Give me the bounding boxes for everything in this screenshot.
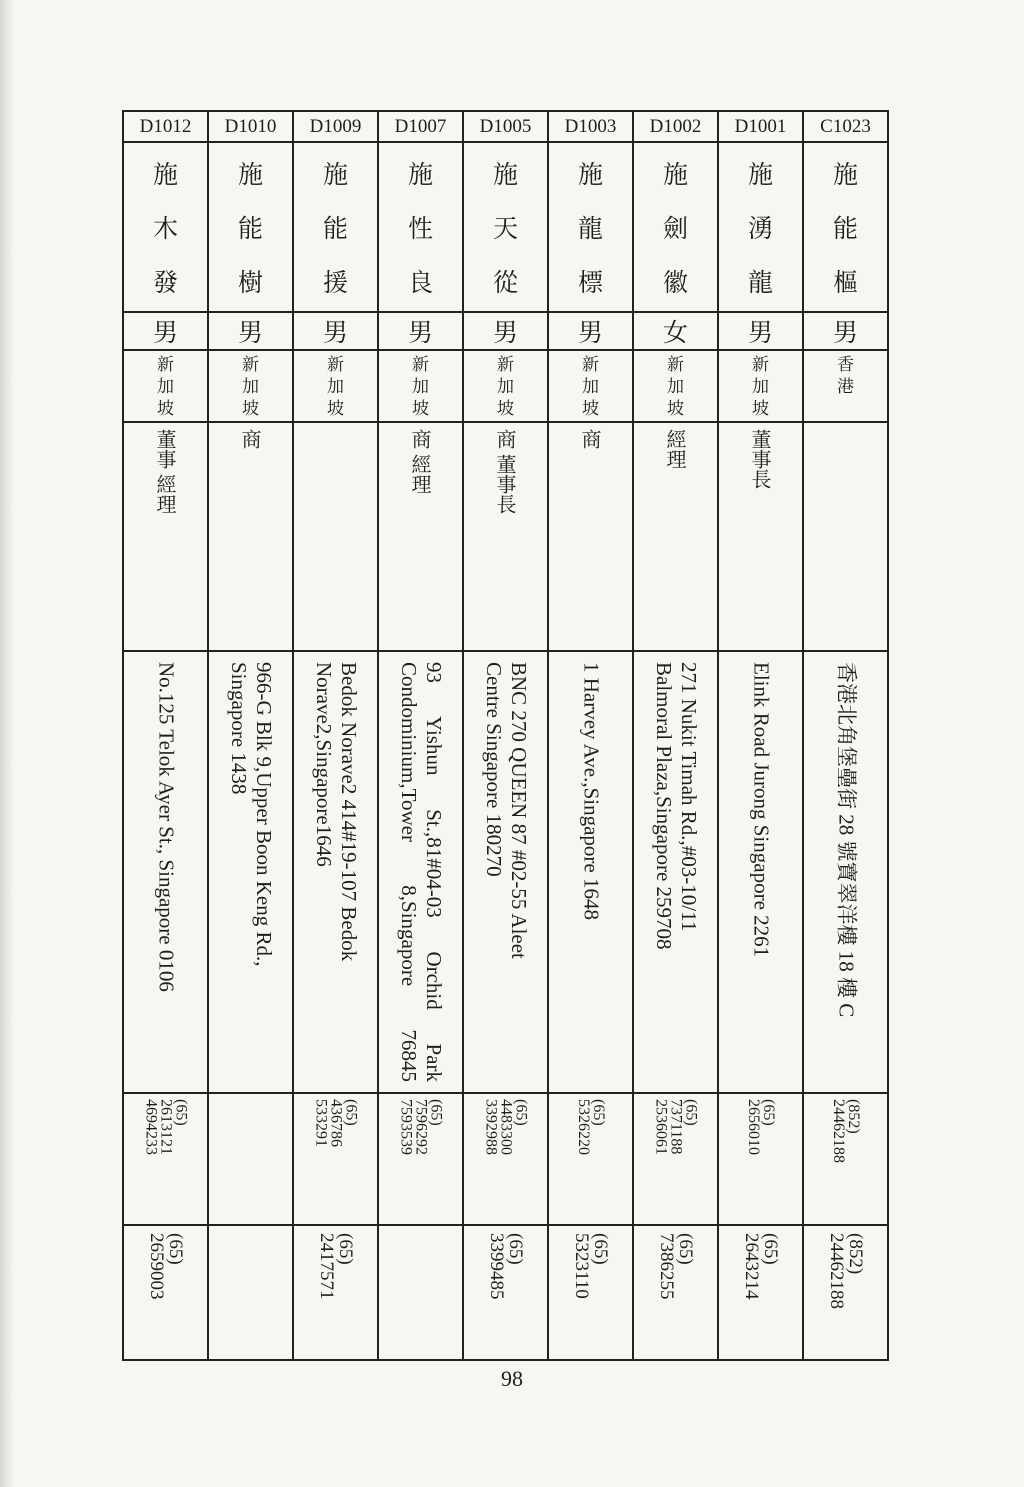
name-char: 湧 [747, 216, 773, 243]
fax-cell [633, 1225, 718, 1360]
place-char: 新 [667, 355, 684, 374]
place-char: 新 [582, 355, 599, 374]
name-char: 龍 [577, 216, 603, 243]
sex-row [123, 312, 888, 350]
fax-cell [803, 1225, 888, 1360]
name-char: 施 [237, 162, 263, 189]
name-char: 施 [492, 162, 518, 189]
name-char: 性 [407, 216, 433, 243]
phone-cell [718, 1093, 803, 1225]
occupation-text: 商 經理 [408, 429, 430, 494]
sex-cell: 男 [293, 312, 378, 350]
phone-text: (65) 436786 533291 [312, 1099, 359, 1147]
name-char: 能 [322, 216, 348, 243]
place-char: 坡 [327, 399, 344, 418]
place-char: 加 [582, 377, 599, 396]
place-char: 加 [242, 377, 259, 396]
name-char: 天 [492, 216, 518, 243]
address-row [123, 651, 888, 1093]
phone-text: (65) 2656010 [744, 1099, 777, 1155]
place-char: 新 [242, 355, 259, 374]
id-row [123, 111, 888, 142]
address-text: Elink Road Jurong Singapore 2261 [749, 662, 773, 958]
birthplace-cell [378, 350, 463, 422]
birthplace-cell [718, 350, 803, 422]
id-cell: D1005 [463, 111, 548, 142]
address-cell [548, 651, 633, 1093]
place-char: 坡 [157, 399, 174, 418]
id-cell: D1001 [718, 111, 803, 142]
name-cell [123, 142, 208, 312]
phone-text: (65) 5326220 [574, 1099, 607, 1155]
page-edge-shadow [0, 0, 14, 1487]
place-char: 坡 [242, 399, 259, 418]
name-cell [803, 142, 888, 312]
name-char: 徽 [662, 270, 688, 297]
place-char: 坡 [497, 399, 514, 418]
fax-text: (65) 2643214 [740, 1232, 781, 1299]
occupation-row [123, 422, 888, 651]
occupation-text: 董事 經理 [153, 429, 175, 514]
place-char: 坡 [412, 399, 429, 418]
address-text: 1 Harvey Ave.,Singapore 1648 [579, 662, 603, 920]
birthplace-cell [463, 350, 548, 422]
birthplace-cell [633, 350, 718, 422]
address-cell [463, 651, 548, 1093]
occupation-cell [293, 422, 378, 651]
name-char: 木 [152, 216, 178, 243]
occupation-cell [803, 422, 888, 651]
phone-text: (65) 7596292 7593539 [397, 1099, 444, 1155]
birthplace-cell [123, 350, 208, 422]
place-char: 港 [837, 377, 854, 396]
name-cell [378, 142, 463, 312]
occupation-cell [208, 422, 293, 651]
place-char: 坡 [582, 399, 599, 418]
occupation-text: 董事長 [748, 429, 770, 489]
name-char: 施 [407, 162, 433, 189]
name-char: 良 [407, 270, 433, 297]
fax-text: (65) 3399485 [485, 1232, 526, 1299]
fax-cell [463, 1225, 548, 1360]
phone-cell [548, 1093, 633, 1225]
occupation-cell [123, 422, 208, 651]
fax-text: (65) 2659003 [145, 1232, 186, 1299]
name-char: 能 [237, 216, 263, 243]
occupation-cell [463, 422, 548, 651]
address-text: BNC 270 QUEEN 87 #02-55 Aleet Centre Singapore 180270 [481, 662, 531, 959]
fax-cell [718, 1225, 803, 1360]
occupation-cell [718, 422, 803, 651]
occupation-text [844, 423, 848, 644]
sex-cell: 男 [803, 312, 888, 350]
occupation-text: 商 [578, 429, 600, 449]
address-text: 271 Nukit Timah Rd.,#03-10/11 Balmoral Plaza,Singapore 259708 [651, 662, 701, 950]
birthplace-cell [208, 350, 293, 422]
directory-table [122, 110, 889, 1361]
address-cell [803, 651, 888, 1093]
place-char: 加 [327, 377, 344, 396]
name-cell [208, 142, 293, 312]
place-char: 加 [497, 377, 514, 396]
phone-row [123, 1093, 888, 1225]
fax-cell [208, 1225, 293, 1360]
name-char: 標 [577, 270, 603, 297]
place-char: 香 [837, 355, 854, 374]
name-cell [548, 142, 633, 312]
occupation-cell [378, 422, 463, 651]
place-char: 新 [327, 355, 344, 374]
fax-cell [293, 1225, 378, 1360]
address-text: 966-G Blk 9,Upper Boon Keng Rd., Singapore 1438 [226, 662, 276, 967]
name-char: 施 [832, 162, 858, 189]
place-char: 新 [497, 355, 514, 374]
id-cell: D1007 [378, 111, 463, 142]
fax-text: (852) 24462188 [825, 1232, 866, 1309]
page-number: 98 [501, 1366, 523, 1391]
name-char: 能 [832, 216, 858, 243]
sex-cell: 男 [548, 312, 633, 350]
address-text: 93 Yishun St.,81#04-03 Orchid Park Condominium,Tower 8,Singapore 76845 [396, 662, 446, 1082]
address-cell [208, 651, 293, 1093]
phone-cell [463, 1093, 548, 1225]
address-cell [293, 651, 378, 1093]
sex-cell: 女 [633, 312, 718, 350]
id-cell: D1010 [208, 111, 293, 142]
fax-row [123, 1225, 888, 1360]
name-char: 援 [322, 270, 348, 297]
occupation-text: 商 [238, 429, 260, 449]
address-cell [718, 651, 803, 1093]
birthplace-cell [803, 350, 888, 422]
name-char: 從 [492, 270, 518, 297]
address-cell [633, 651, 718, 1093]
fax-text: (65) 2417571 [315, 1232, 356, 1299]
name-char: 施 [322, 162, 348, 189]
occupation-text [334, 423, 338, 644]
occupation-text: 經理 [663, 429, 685, 469]
phone-cell [378, 1093, 463, 1225]
name-char: 樞 [832, 270, 858, 297]
occupation-text: 商 董事長 [493, 429, 515, 514]
occupation-cell [548, 422, 633, 651]
address-text: 香港北角堡壘街 28 號寶翠洋樓 18 樓 C [834, 662, 858, 1018]
birthplace-row [123, 350, 888, 422]
id-cell: D1012 [123, 111, 208, 142]
fax-cell [123, 1225, 208, 1360]
name-char: 施 [577, 162, 603, 189]
name-char: 樹 [237, 270, 263, 297]
sex-cell: 男 [378, 312, 463, 350]
name-char: 發 [152, 270, 178, 297]
birthplace-cell [293, 350, 378, 422]
name-char: 施 [662, 162, 688, 189]
address-text: Bedok Norave2 414#19-107 Bedok Norave2,Singapore1646 [311, 662, 361, 962]
sex-cell: 男 [718, 312, 803, 350]
fax-text: (65) 5323110 [570, 1232, 611, 1299]
occupation-cell [633, 422, 718, 651]
phone-text: (65) 4483300 3392988 [482, 1099, 529, 1155]
id-cell: D1009 [293, 111, 378, 142]
fax-text: (65) 7386255 [655, 1232, 696, 1299]
fax-cell [548, 1225, 633, 1360]
name-char: 龍 [747, 270, 773, 297]
place-char: 坡 [667, 399, 684, 418]
name-cell [293, 142, 378, 312]
phone-cell [633, 1093, 718, 1225]
address-cell [378, 651, 463, 1093]
birthplace-cell [548, 350, 633, 422]
place-char: 坡 [752, 399, 769, 418]
id-cell: D1002 [633, 111, 718, 142]
address-cell [123, 651, 208, 1093]
place-char: 加 [667, 377, 684, 396]
name-char: 施 [152, 162, 178, 189]
place-char: 新 [752, 355, 769, 374]
phone-cell [208, 1093, 293, 1225]
id-cell: C1023 [803, 111, 888, 142]
place-char: 新 [412, 355, 429, 374]
name-cell [633, 142, 718, 312]
address-text: No.125 Telok Ayer St., Singapore 0106 [154, 662, 178, 992]
phone-text: (852) 24462188 [829, 1099, 862, 1163]
name-cell [718, 142, 803, 312]
sex-cell: 男 [208, 312, 293, 350]
sex-cell: 男 [463, 312, 548, 350]
phone-cell [803, 1093, 888, 1225]
fax-cell [378, 1225, 463, 1360]
name-char: 施 [747, 162, 773, 189]
phone-cell [123, 1093, 208, 1225]
place-char: 新 [157, 355, 174, 374]
id-cell: D1003 [548, 111, 633, 142]
phone-text: (65) 7371188 2536061 [652, 1099, 699, 1155]
name-row [123, 142, 888, 312]
phone-cell [293, 1093, 378, 1225]
name-cell [463, 142, 548, 312]
name-char: 劍 [662, 216, 688, 243]
place-char: 加 [752, 377, 769, 396]
place-char: 加 [412, 377, 429, 396]
place-char: 加 [157, 377, 174, 396]
sex-cell: 男 [123, 312, 208, 350]
phone-text: (65) 2613121 4694233 [142, 1099, 189, 1155]
